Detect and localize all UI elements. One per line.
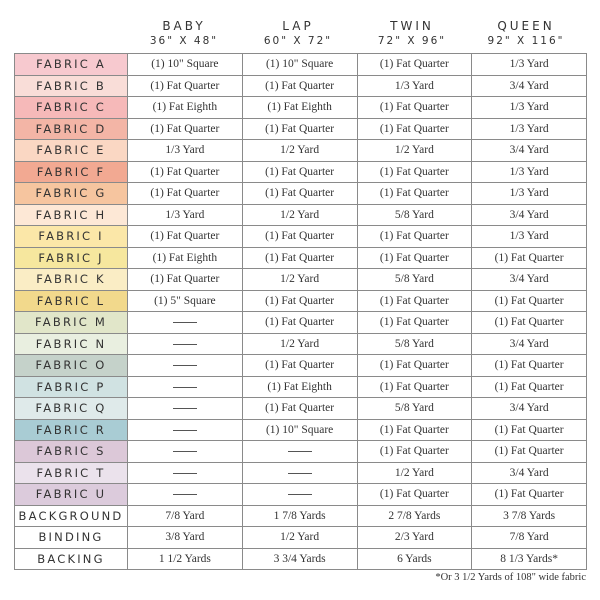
- yardage-cell: (1) Fat Quarter: [242, 183, 357, 205]
- yardage-cell: [242, 484, 357, 506]
- yardage-cell: (1) Fat Quarter: [128, 118, 243, 140]
- fabric-label: [15, 183, 128, 205]
- yardage-cell: (1) Fat Quarter: [128, 183, 243, 205]
- fabric-label: [15, 54, 128, 76]
- table-row: [15, 290, 587, 312]
- yardage-cell: 1/2 Yard: [357, 140, 472, 162]
- yardage-cell: 3/4 Yard: [472, 269, 587, 291]
- yardage-cell: [128, 419, 243, 441]
- yardage-cell: 1/3 Yard: [357, 75, 472, 97]
- yardage-cell: 1/3 Yard: [128, 140, 243, 162]
- yardage-cell: 1/3 Yard: [128, 204, 243, 226]
- yardage-cell: 3/4 Yard: [472, 140, 587, 162]
- fabric-label: [15, 505, 128, 527]
- table-row: [15, 247, 587, 269]
- fabric-label: [15, 527, 128, 549]
- not-applicable-dash: [288, 451, 312, 452]
- not-applicable-dash: [173, 494, 197, 495]
- fabric-label-text: BINDING: [38, 530, 104, 545]
- yardage-cell: 1/3 Yard: [472, 118, 587, 140]
- yardage-cell: (1) Fat Quarter: [357, 226, 472, 248]
- size-column-header: [127, 18, 241, 52]
- yardage-cell: 1/2 Yard: [242, 140, 357, 162]
- table-row: [15, 204, 587, 226]
- yardage-cell: 1/3 Yard: [472, 97, 587, 119]
- yardage-cell: [128, 333, 243, 355]
- fabric-label-text: FABRIC L: [36, 293, 106, 308]
- yardage-cell: 1/2 Yard: [242, 333, 357, 355]
- table-row: [15, 54, 587, 76]
- yardage-cell: (1) Fat Quarter: [357, 419, 472, 441]
- yardage-cell: (1) Fat Quarter: [472, 484, 587, 506]
- yardage-cell: (1) Fat Quarter: [357, 54, 472, 76]
- yardage-cell: 3 7/8 Yards: [472, 505, 587, 527]
- yardage-cell: (1) Fat Quarter: [357, 441, 472, 463]
- yardage-cell: 8 1/3 Yards*: [472, 548, 587, 570]
- yardage-cell: (1) Fat Quarter: [357, 97, 472, 119]
- fabric-label: [15, 204, 128, 226]
- fabric-label-text: FABRIC S: [36, 444, 106, 459]
- yardage-cell: (1) Fat Quarter: [242, 161, 357, 183]
- not-applicable-dash: [173, 322, 197, 323]
- yardage-cell: (1) Fat Quarter: [357, 161, 472, 183]
- size-dimensions: 92" X 116": [487, 35, 565, 47]
- yardage-cell: (1) Fat Eighth: [242, 97, 357, 119]
- yardage-cell: (1) Fat Quarter: [357, 312, 472, 334]
- fabric-label: [15, 312, 128, 334]
- yardage-cell: 5/8 Yard: [357, 269, 472, 291]
- table-row: [15, 398, 587, 420]
- fabric-label: [15, 419, 128, 441]
- fabric-label-text: FABRIC F: [36, 164, 106, 179]
- yardage-cell: (1) Fat Quarter: [128, 269, 243, 291]
- fabric-label-text: BACKGROUND: [18, 508, 124, 523]
- yardage-cell: (1) Fat Eighth: [128, 97, 243, 119]
- yardage-cell: (1) 5" Square: [128, 290, 243, 312]
- fabric-label-text: FABRIC U: [35, 487, 107, 502]
- yardage-cell: 5/8 Yard: [357, 333, 472, 355]
- yardage-cell: (1) Fat Quarter: [242, 355, 357, 377]
- fabric-label-text: FABRIC J: [38, 250, 104, 265]
- table-row: [15, 183, 587, 205]
- table-row: [15, 484, 587, 506]
- yardage-cell: (1) Fat Quarter: [242, 75, 357, 97]
- yardage-cell: (1) Fat Quarter: [242, 398, 357, 420]
- yardage-cell: 1/3 Yard: [472, 183, 587, 205]
- yardage-cell: (1) Fat Quarter: [472, 441, 587, 463]
- fabric-label-text: FABRIC E: [36, 143, 106, 158]
- fabric-label-text: FABRIC K: [36, 272, 106, 287]
- yardage-cell: 3 3/4 Yards: [242, 548, 357, 570]
- not-applicable-dash: [288, 494, 312, 495]
- yardage-cell: (1) Fat Quarter: [472, 355, 587, 377]
- fabric-label-text: FABRIC M: [35, 315, 107, 330]
- size-name: QUEEN: [497, 19, 555, 33]
- not-applicable-dash: [173, 451, 197, 452]
- yardage-cell: (1) Fat Quarter: [472, 376, 587, 398]
- yardage-cell: 3/4 Yard: [472, 333, 587, 355]
- table-row: [15, 269, 587, 291]
- size-dimensions: 36" X 48": [149, 35, 219, 47]
- size-name: BABY: [162, 19, 206, 33]
- yardage-cell: (1) Fat Quarter: [128, 161, 243, 183]
- fabric-label-text: FABRIC Q: [35, 401, 107, 416]
- size-column-header: [241, 18, 355, 52]
- yardage-cell: 1/3 Yard: [472, 226, 587, 248]
- yardage-cell: [128, 441, 243, 463]
- yardage-cell: (1) Fat Quarter: [357, 118, 472, 140]
- yardage-cell: 7/8 Yard: [472, 527, 587, 549]
- table-row: [15, 75, 587, 97]
- yardage-cell: (1) Fat Quarter: [242, 118, 357, 140]
- fabric-label: [15, 140, 128, 162]
- yardage-cell: (1) Fat Quarter: [242, 226, 357, 248]
- table-row: [15, 312, 587, 334]
- size-name: TWIN: [390, 19, 434, 33]
- yardage-cell: 2 7/8 Yards: [357, 505, 472, 527]
- fabric-label: [15, 398, 128, 420]
- yardage-cell: [242, 441, 357, 463]
- not-applicable-dash: [288, 473, 312, 474]
- fabric-requirements-table: [14, 53, 587, 570]
- size-column-header: [469, 18, 583, 52]
- yardage-cell: (1) Fat Quarter: [357, 290, 472, 312]
- fabric-label-text: FABRIC D: [35, 121, 107, 136]
- size-name: LAP: [282, 19, 314, 33]
- fabric-label-text: FABRIC T: [36, 465, 106, 480]
- not-applicable-dash: [173, 365, 197, 366]
- table-row: [15, 226, 587, 248]
- not-applicable-dash: [173, 430, 197, 431]
- table-row: [15, 333, 587, 355]
- yardage-cell: 1/2 Yard: [242, 269, 357, 291]
- yardage-cell: (1) Fat Quarter: [242, 247, 357, 269]
- yardage-cell: 3/4 Yard: [472, 75, 587, 97]
- table-row: [15, 161, 587, 183]
- fabric-label: [15, 290, 128, 312]
- fabric-label-text: FABRIC G: [35, 186, 107, 201]
- yardage-cell: (1) Fat Quarter: [128, 226, 243, 248]
- not-applicable-dash: [173, 344, 197, 345]
- fabric-label: [15, 333, 128, 355]
- yardage-cell: [128, 376, 243, 398]
- yardage-cell: 1 1/2 Yards: [128, 548, 243, 570]
- yardage-cell: (1) Fat Quarter: [472, 290, 587, 312]
- not-applicable-dash: [173, 408, 197, 409]
- fabric-label: [15, 118, 128, 140]
- fabric-label: [15, 355, 128, 377]
- yardage-cell: 3/4 Yard: [472, 462, 587, 484]
- fabric-label: [15, 161, 128, 183]
- yardage-cell: (1) Fat Quarter: [357, 355, 472, 377]
- fabric-label-text: FABRIC R: [36, 422, 106, 437]
- fabric-label: [15, 441, 128, 463]
- fabric-label: [15, 75, 128, 97]
- yardage-cell: 3/8 Yard: [128, 527, 243, 549]
- fabric-label-text: BACKING: [37, 551, 105, 566]
- yardage-cell: [128, 484, 243, 506]
- yardage-cell: 1/2 Yard: [242, 204, 357, 226]
- footnote: *Or 3 1/2 Yards of 108" wide fabric: [435, 572, 586, 583]
- yardage-cell: 3/4 Yard: [472, 398, 587, 420]
- yardage-cell: (1) 10" Square: [128, 54, 243, 76]
- table-row: [15, 527, 587, 549]
- fabric-label: [15, 462, 128, 484]
- fabric-label-text: FABRIC C: [35, 100, 106, 115]
- table-row: [15, 376, 587, 398]
- yardage-cell: 1/2 Yard: [242, 527, 357, 549]
- yardage-cell: [242, 462, 357, 484]
- table-row: [15, 118, 587, 140]
- table-row: [15, 419, 587, 441]
- yardage-cell: (1) 10" Square: [242, 419, 357, 441]
- yardage-cell: 1 7/8 Yards: [242, 505, 357, 527]
- yardage-cell: (1) Fat Quarter: [357, 183, 472, 205]
- fabric-label-text: FABRIC H: [35, 207, 107, 222]
- yardage-cell: (1) Fat Quarter: [357, 484, 472, 506]
- size-column-header: [355, 18, 469, 52]
- table-row: [15, 355, 587, 377]
- table-row: [15, 97, 587, 119]
- yardage-cell: 7/8 Yard: [128, 505, 243, 527]
- table-row: [15, 140, 587, 162]
- fabric-label: [15, 247, 128, 269]
- not-applicable-dash: [173, 387, 197, 388]
- yardage-cell: (1) Fat Quarter: [472, 419, 587, 441]
- fabric-label: [15, 484, 128, 506]
- yardage-cell: (1) Fat Quarter: [128, 75, 243, 97]
- yardage-cell: (1) 10" Square: [242, 54, 357, 76]
- yardage-cell: 5/8 Yard: [357, 204, 472, 226]
- size-dimensions: 72" X 96": [377, 35, 447, 47]
- yardage-cell: [128, 355, 243, 377]
- size-dimensions: 60" X 72": [263, 35, 333, 47]
- yardage-cell: [128, 398, 243, 420]
- yardage-cell: (1) Fat Eighth: [242, 376, 357, 398]
- table-row: [15, 548, 587, 570]
- fabric-label-text: FABRIC A: [36, 57, 106, 72]
- fabric-label-text: FABRIC B: [36, 78, 106, 93]
- yardage-cell: 2/3 Yard: [357, 527, 472, 549]
- yardage-cell: 1/3 Yard: [472, 161, 587, 183]
- size-header: [127, 18, 583, 52]
- fabric-label-text: FABRIC O: [35, 358, 107, 373]
- fabric-label-text: FABRIC N: [35, 336, 107, 351]
- yardage-cell: (1) Fat Quarter: [242, 290, 357, 312]
- yardage-cell: 5/8 Yard: [357, 398, 472, 420]
- fabric-label: [15, 226, 128, 248]
- yardage-cell: 6 Yards: [357, 548, 472, 570]
- yardage-cell: 3/4 Yard: [472, 204, 587, 226]
- fabric-label-text: FABRIC P: [36, 379, 106, 394]
- fabric-label-text: FABRIC I: [38, 229, 104, 244]
- yardage-cell: (1) Fat Quarter: [357, 376, 472, 398]
- fabric-label: [15, 97, 128, 119]
- yardage-cell: (1) Fat Quarter: [472, 247, 587, 269]
- yardage-cell: 1/2 Yard: [357, 462, 472, 484]
- yardage-cell: (1) Fat Quarter: [242, 312, 357, 334]
- not-applicable-dash: [173, 473, 197, 474]
- table-row: [15, 441, 587, 463]
- table-row: [15, 505, 587, 527]
- yardage-cell: (1) Fat Quarter: [357, 247, 472, 269]
- fabric-label: [15, 376, 128, 398]
- yardage-cell: [128, 462, 243, 484]
- fabric-label: [15, 269, 128, 291]
- yardage-cell: (1) Fat Eighth: [128, 247, 243, 269]
- fabric-label: [15, 548, 128, 570]
- table-row: [15, 462, 587, 484]
- yardage-cell: [128, 312, 243, 334]
- yardage-cell: 1/3 Yard: [472, 54, 587, 76]
- yardage-cell: (1) Fat Quarter: [472, 312, 587, 334]
